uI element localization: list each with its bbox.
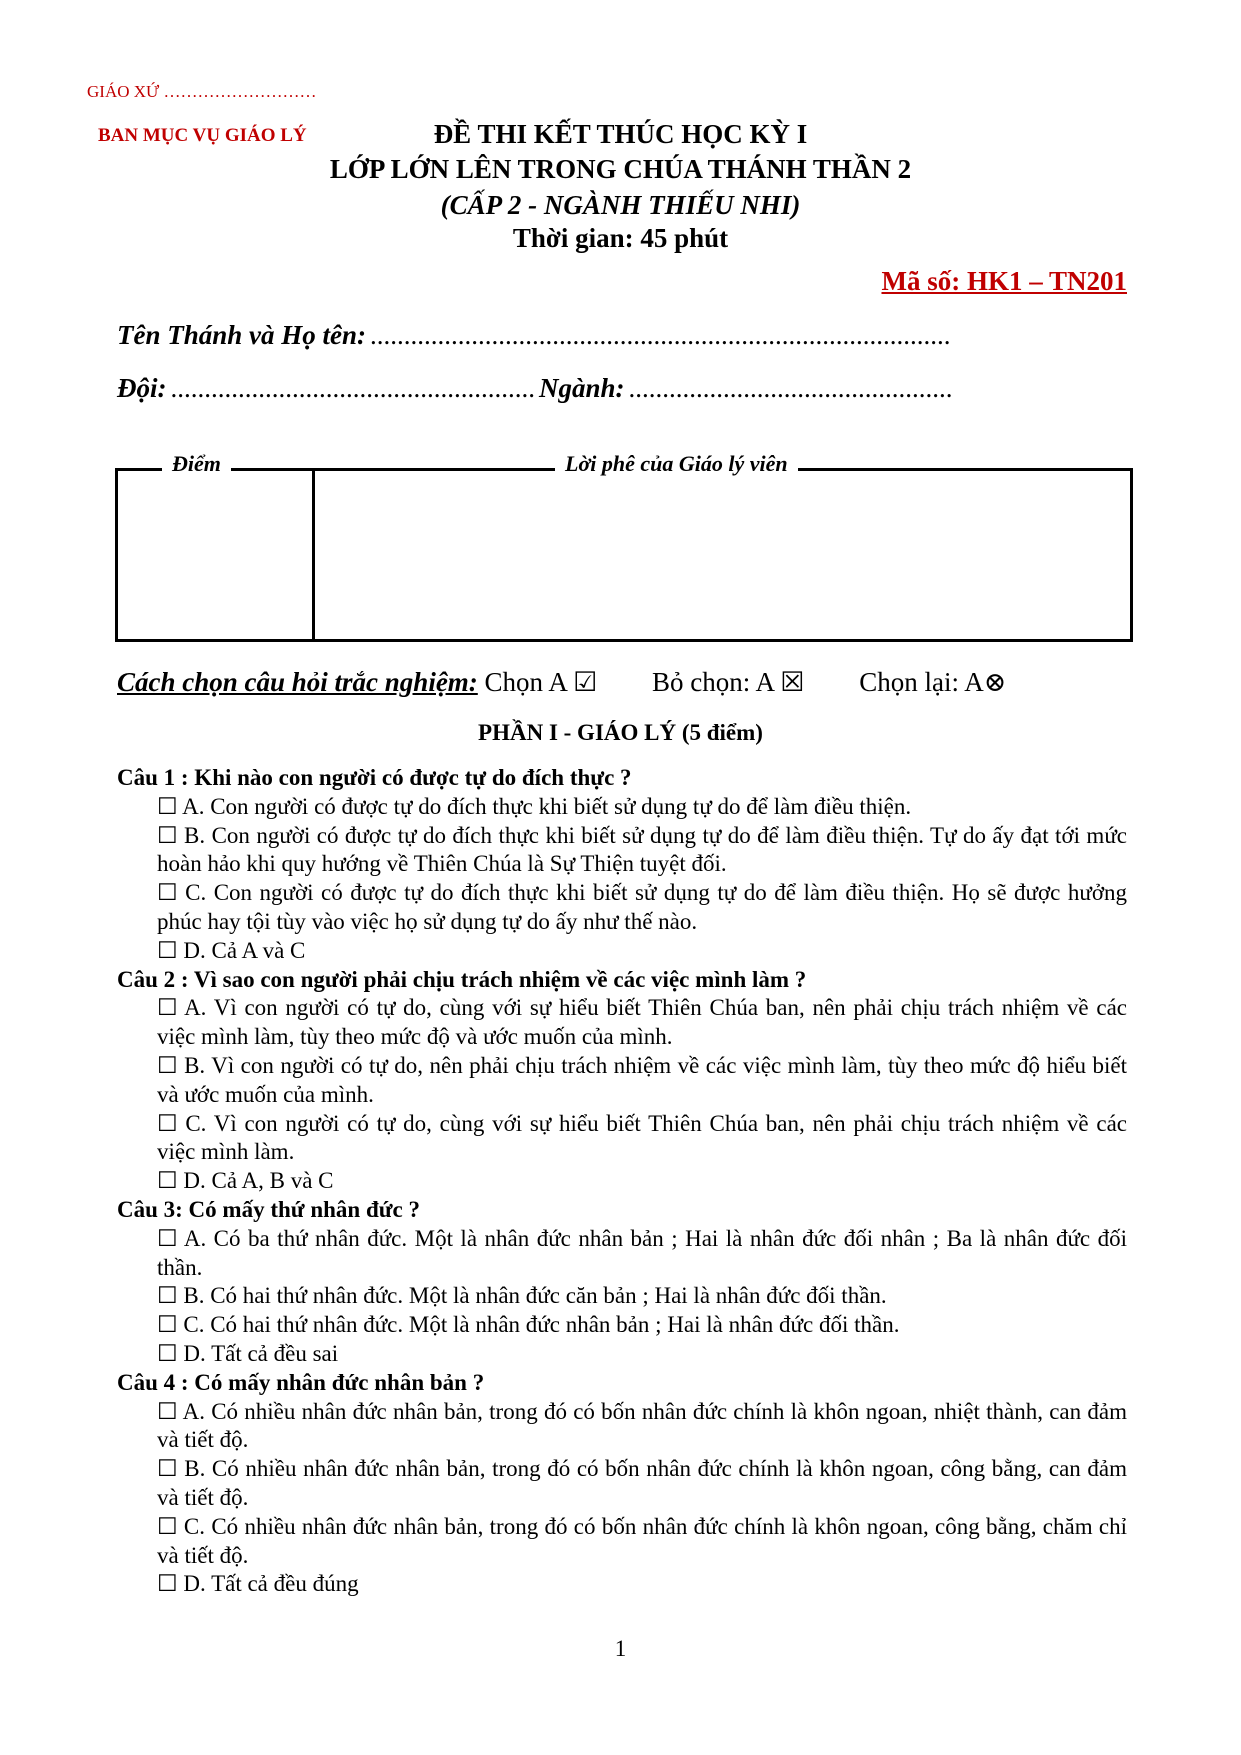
answer-option[interactable]: ☐ B. Con người có được tự do đích thực khi biết sử dụng tự do để làm điều thiện. Tự do ấy đạt tới mức hoàn hảo khi quy hướng về Thiên Chúa là Sự Thiện tuyệt đối. bbox=[157, 822, 1127, 877]
answer-option[interactable]: ☐ C. Có nhiều nhân đức nhân bản, trong đó có bốn nhân đức chính là khôn ngoan, công bằng, chăm chỉ và tiết độ. bbox=[157, 1513, 1127, 1568]
name-input-line[interactable]: ...................................................................................... bbox=[370, 320, 951, 350]
class-title: LỚP LỚN LÊN TRONG CHÚA THÁNH THẦN 2 bbox=[329, 154, 912, 184]
duration: Thời gian: 45 phút bbox=[512, 223, 729, 253]
question-text: Câu 1 : Khi nào con người có được tự do đích thực ? bbox=[117, 765, 632, 790]
parish-line: GIÁO XỨ ……………………… bbox=[87, 82, 317, 101]
answer-option[interactable]: ☐ D. Cả A và C bbox=[157, 937, 306, 963]
answer-option[interactable]: ☐ B. Có hai thứ nhân đức. Một là nhân đức căn bản ; Hai là nhân đức đối thần. bbox=[157, 1283, 887, 1309]
branch-input-line[interactable]: ................................................ bbox=[628, 373, 953, 403]
level-title: (CẤP 2 - NGÀNH THIẾU NHI) bbox=[440, 190, 801, 220]
reselect-instruction: Chọn lại: A⊗ bbox=[859, 667, 1007, 697]
question-text: Câu 2 : Vì sao con người phải chịu trách nhiệm về các việc mình làm ? bbox=[117, 966, 807, 992]
comment-label: Lời phê của Giáo lý viên bbox=[555, 451, 798, 477]
question-text: Câu 3: Có mấy thứ nhân đức ? bbox=[117, 1196, 421, 1222]
answer-option[interactable]: ☐ B. Có nhiều nhân đức nhân bản, trong đó có bốn nhân đức chính là khôn ngoan, công bằng, can đảm và tiết độ. bbox=[157, 1456, 1127, 1510]
branch-label: Ngành: bbox=[539, 373, 625, 403]
exam-title: ĐỀ THI KẾT THÚC HỌC KỲ I bbox=[433, 119, 808, 149]
team-branch-row bbox=[117, 373, 953, 404]
exam-code: Mã số: HK1 – TN201 bbox=[881, 266, 1127, 296]
comment-box[interactable] bbox=[312, 468, 1133, 642]
answer-option[interactable]: ☐ A. Có ba thứ nhân đức. Một là nhân đức nhân bản ; Hai là nhân đức đối nhân ; Ba là nhân đức đối thần. bbox=[157, 1225, 1127, 1280]
select-instruction: Chọn A ☑ bbox=[484, 667, 598, 697]
section-title: PHẦN I - GIÁO LÝ (5 điểm) bbox=[478, 720, 763, 745]
name-label: Tên Thánh và Họ tên: bbox=[117, 320, 367, 350]
answer-option[interactable]: ☐ D. Cả A, B và C bbox=[157, 1168, 334, 1194]
question-block bbox=[117, 764, 1127, 1599]
instructions-lead: Cách chọn câu hỏi trắc nghiệm: bbox=[117, 667, 478, 697]
grade-box[interactable] bbox=[115, 468, 315, 642]
board-name: BAN MỤC VỤ GIÁO LÝ bbox=[98, 125, 307, 146]
team-label: Đội: bbox=[117, 373, 167, 403]
answer-option[interactable]: ☐ A. Con người có được tự do đích thực khi biết sử dụng tự do để làm điều thiện. bbox=[157, 793, 912, 819]
answer-option[interactable]: ☐ D. Tất cả đều sai bbox=[157, 1340, 339, 1366]
grade-label: Điểm bbox=[162, 451, 231, 477]
question-text: Câu 4 : Có mấy nhân đức nhân bản ? bbox=[117, 1369, 485, 1395]
answer-option[interactable]: ☐ C. Có hai thứ nhân đức. Một là nhân đức nhân bản ; Hai là nhân đức đối thần. bbox=[157, 1312, 900, 1338]
team-input-line[interactable]: ...................................................... bbox=[170, 373, 535, 403]
answer-option[interactable]: ☐ C. Con người có được tự do đích thực khi biết sử dụng tự do để làm điều thiện. Họ sẽ được hưởng phúc hay tội tùy vào việc họ sử dụng tự do ấy như thế nào. bbox=[157, 880, 1127, 934]
answer-option[interactable]: ☐ A. Vì con người có tự do, cùng với sự hiểu biết Thiên Chúa ban, nên phải chịu trách nhiệm về các việc mình làm, tùy theo mức độ và ước muốn của mình. bbox=[157, 995, 1127, 1050]
answer-option[interactable]: ☐ C. Vì con người có tự do, cùng với sự hiểu biết Thiên Chúa ban, nên phải chịu trách nhiệm về các việc mình làm. bbox=[157, 1110, 1127, 1165]
name-field-row bbox=[117, 320, 951, 351]
deselect-instruction: Bỏ chọn: A ☒ bbox=[652, 667, 805, 697]
answer-option[interactable]: ☐ A. Có nhiều nhân đức nhân bản, trong đó có bốn nhân đức chính là khôn ngoan, nhiệt thành, can đảm và tiết độ. bbox=[157, 1398, 1127, 1453]
answer-option[interactable]: ☐ D. Tất cả đều đúng bbox=[157, 1571, 359, 1597]
answer-option[interactable]: ☐ B. Vì con người có tự do, nên phải chịu trách nhiệm về các việc mình làm, tùy theo mức độ hiểu biết và ước muốn của mình. bbox=[157, 1052, 1127, 1107]
page-number: 1 bbox=[614, 1636, 627, 1661]
answer-instructions bbox=[117, 667, 1006, 698]
